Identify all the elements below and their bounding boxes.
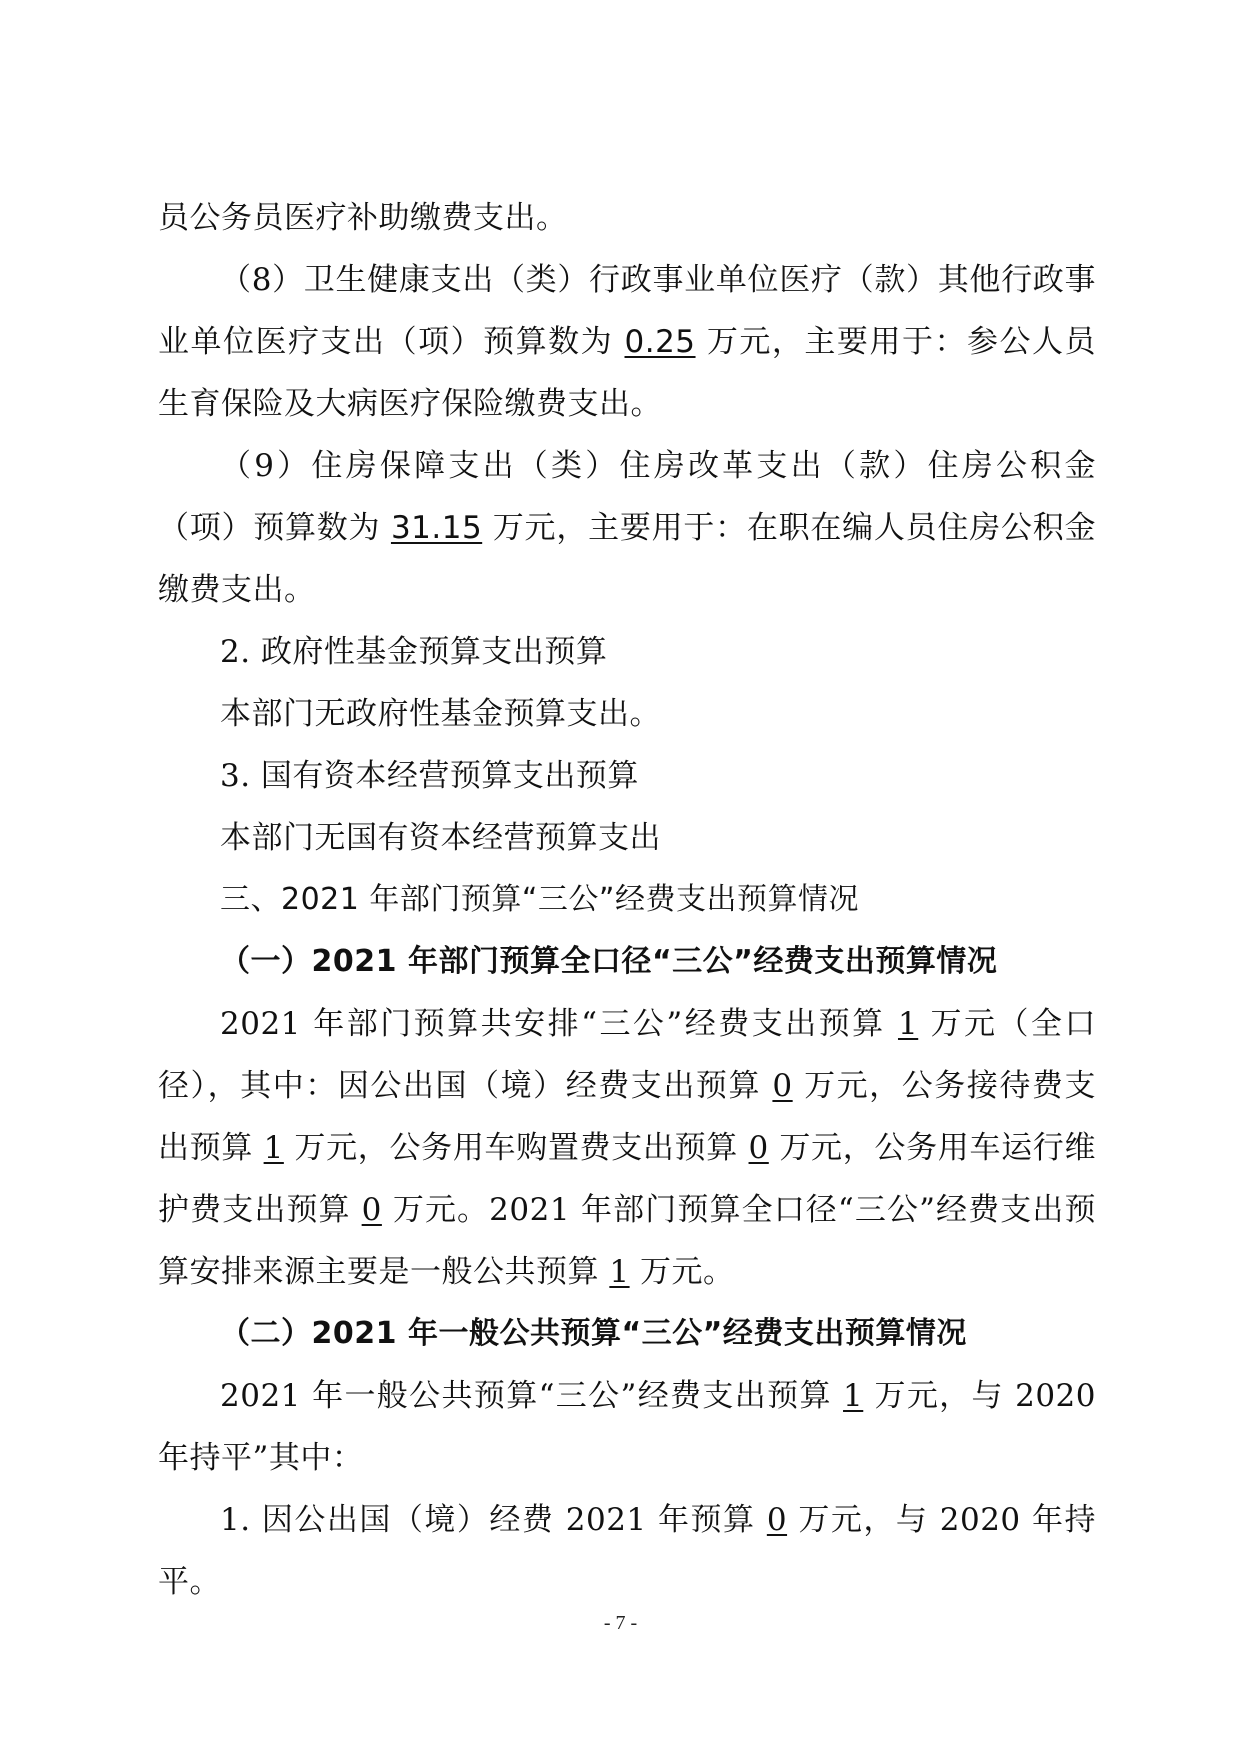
text: 万元，主要用于：参公人员生育保险及大病医疗保险缴费支出。 (158, 324, 1096, 422)
section-heading-state-capital (158, 745, 1096, 807)
text: 2021 年部门预算共安排“三公”经费支出预算 (220, 1006, 898, 1042)
paragraph-overseas-expense (158, 1489, 1096, 1613)
amount-value: 0.25 (624, 324, 696, 360)
text: 万元，与 2020 年持平。 (158, 1502, 1096, 1600)
paragraph-item-9 (158, 435, 1096, 621)
amount-value: 1 (897, 1006, 919, 1042)
text: 3. 国有资本经营预算支出预算 (220, 758, 639, 794)
text: 万元，公务用车运行维护费支出预算 (158, 1130, 1096, 1228)
document-body (158, 187, 1096, 1613)
text: 万元（全口径），其中：因公出国（境）经费支出预算 (158, 1006, 1096, 1104)
paragraph-general-public-detail (158, 1365, 1096, 1489)
text: 万元，与 2020 年持平”其中： (158, 1378, 1096, 1476)
amount-value: 31.15 (390, 510, 483, 546)
text: 员公务员医疗补助缴费支出。 (158, 200, 568, 236)
paragraph-gov-fund-none (158, 683, 1096, 745)
amount-value: 1 (263, 1130, 284, 1166)
text: 万元。2021 年部门预算全口径“三公”经费支出预算安排来源主要是一般公共预算 (158, 1192, 1097, 1290)
text: 万元，公务接待费支出预算 (158, 1068, 1096, 1166)
text: 1. 因公出国（境）经费 2021 年预算 (220, 1502, 767, 1538)
text: （8）卫生健康支出（类）行政事业单位医疗（款）其他行政事业单位医疗支出（项）预算数为 (158, 262, 1096, 360)
text: 本部门无国有资本经营预算支出 (220, 820, 661, 856)
amount-value: 0 (748, 1130, 769, 1166)
text: 2. 政府性基金预算支出预算 (220, 634, 608, 670)
text: 本部门无政府性基金预算支出。 (220, 696, 661, 732)
amount-value: 0 (361, 1192, 382, 1228)
paragraph-item-8 (158, 249, 1096, 435)
amount-value: 0 (766, 1502, 788, 1538)
amount-value: 1 (843, 1378, 864, 1414)
amount-value: 0 (772, 1068, 793, 1104)
amount-value: 1 (609, 1254, 630, 1290)
text: （二）2021 年一般公共预算“三公”经费支出预算情况 (220, 1316, 967, 1351)
paragraph-medical-subsidy-end (158, 187, 1096, 249)
page-number: - 7 - (603, 1612, 638, 1634)
subheading-general-public (158, 1303, 1096, 1365)
text: （一）2021 年部门预算全口径“三公”经费支出预算情况 (220, 944, 998, 979)
text: 2021 年一般公共预算“三公”经费支出预算 (220, 1378, 844, 1414)
text: （9）住房保障支出（类）住房改革支出（款）住房公积金（项）预算数为 (158, 448, 1096, 546)
text: 万元。 (629, 1254, 735, 1290)
section-heading-three-public (158, 869, 1096, 931)
paragraph-state-capital-none (158, 807, 1096, 869)
subheading-full-caliber (158, 931, 1096, 993)
text: 万元，主要用于：在职在编人员住房公积金缴费支出。 (158, 510, 1096, 608)
text: 万元，公务用车购置费支出预算 (283, 1130, 749, 1166)
paragraph-full-caliber-detail (158, 993, 1096, 1303)
text: 三、2021 年部门预算“三公”经费支出预算情况 (220, 882, 859, 917)
section-heading-gov-fund (158, 621, 1096, 683)
